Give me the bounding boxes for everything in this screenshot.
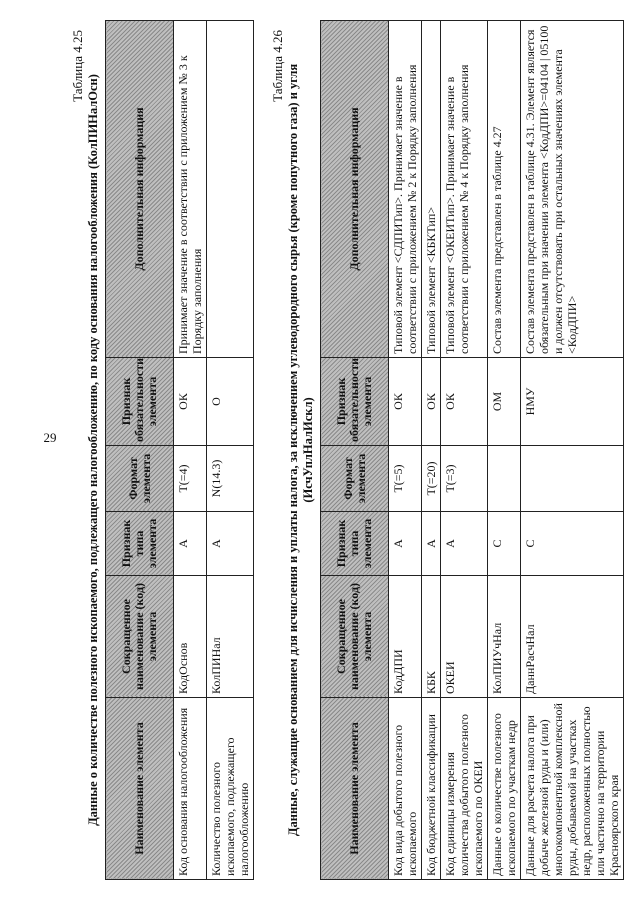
column-header: Признак обязательности элемента: [321, 358, 389, 446]
table-cell: А: [441, 512, 488, 576]
table-cell: T(=5): [389, 446, 422, 512]
table-cell: Типовой элемент <ОКЕИТип>. Принимает значение в соответствии с приложением № 4 к Порядку заполнения: [441, 21, 488, 358]
column-header: Формат элемента: [321, 446, 389, 512]
table-label: Таблица 4.26: [270, 30, 285, 102]
table-header-row: [321, 21, 389, 880]
table-row: [521, 21, 624, 880]
table-cell: А: [389, 512, 422, 576]
table-cell: О: [207, 358, 254, 446]
table-cell: Типовой элемент <СДПИТип>. Принимает значение в соответствии с приложением № 2 к Порядку заполнения: [389, 21, 422, 358]
table-row: [174, 21, 207, 880]
table-4-25: [105, 20, 254, 880]
table-cell: С: [488, 512, 521, 576]
table-cell: ОК: [174, 358, 207, 446]
table-cell: [521, 446, 624, 512]
table-cell: Данные о количестве полезного ископаемого по участкам недр: [488, 698, 521, 880]
table-cell: А: [207, 512, 254, 576]
column-header: Признак типа элемента: [106, 512, 174, 576]
table-cell: Данные для расчета налога при добыче железной руды и (или) многокомпонентной комплексной руды, добываемой на участках недр, расположенных полностью или частично на территории Красноярского края: [521, 698, 624, 880]
table-cell: А: [422, 512, 441, 576]
table-cell: T(=20): [422, 446, 441, 512]
table-row: [389, 21, 422, 880]
column-header: Дополнительная информация: [321, 21, 389, 358]
column-header: Дополнительная информация: [106, 21, 174, 358]
table-cell: НМУ: [521, 358, 624, 446]
table-cell: С: [521, 512, 624, 576]
table-row: [422, 21, 441, 880]
table-cell: КодОснов: [174, 576, 207, 698]
table-cell: T(=4): [174, 446, 207, 512]
table-cell: КБК: [422, 576, 441, 698]
table-row: [207, 21, 254, 880]
table-row: [441, 21, 488, 880]
column-header: Сокращенное наименование (код) элемента: [321, 576, 389, 698]
table-cell: ОМ: [488, 358, 521, 446]
table-cell: А: [174, 512, 207, 576]
column-header: Признак обязательности элемента: [106, 358, 174, 446]
table-cell: Типовой элемент <КБКТип>: [422, 21, 441, 358]
table-cell: Код вида добытого полезного ископаемого: [389, 698, 422, 880]
column-header: Формат элемента: [106, 446, 174, 512]
table-cell: N(14.3): [207, 446, 254, 512]
table-4-26: [320, 20, 624, 880]
table-cell: КодДПИ: [389, 576, 422, 698]
table-4-26-block: [270, 20, 624, 880]
table-4-25-block: [70, 20, 254, 880]
table-cell: Код основания налогообложения: [174, 698, 207, 880]
column-header: Сокращенное наименование (код) элемента: [106, 576, 174, 698]
table-header-row: [106, 21, 174, 880]
table-cell: Принимает значение в соответствии с приложением № 3 к Порядку заполнения: [174, 21, 207, 358]
table-cell: ОКЕИ: [441, 576, 488, 698]
table-cell: [488, 446, 521, 512]
table-cell: ОК: [389, 358, 422, 446]
rotated-content: [70, 20, 630, 880]
table-cell: Код единицы измерения количества добытого полезного ископаемого по ОКЕИ: [441, 698, 488, 880]
page-number: 29: [43, 430, 57, 445]
table-cell: Состав элемента представлен в таблице 4.31. Элемент является обязательным при значении элемента <КодДПИ>=04104 | 05100 и должен отсутствовать при остальных значениях элемента <КодДПИ>: [521, 21, 624, 358]
table-cell: КолПИУчНал: [488, 576, 521, 698]
table-cell: ОК: [422, 358, 441, 446]
table-cell: [207, 21, 254, 358]
column-header: Признак типа элемента: [321, 512, 389, 576]
table-cell: КолПИНал: [207, 576, 254, 698]
column-header: Наименование элемента: [321, 698, 389, 880]
table-cell: ОК: [441, 358, 488, 446]
table-cell: T(=3): [441, 446, 488, 512]
table-cell: Код бюджетной классификации: [422, 698, 441, 880]
table-label: Таблица 4.25: [70, 30, 85, 102]
table-cell: Количество полезного ископаемого, подлежащего налогообложению: [207, 698, 254, 880]
table-cell: ДаннРасчНал: [521, 576, 624, 698]
table-title: Данные о количестве полезного ископаемого, подлежащего налогообложению, по коду основания налогообложения (КолПИНалОсн): [86, 74, 100, 826]
column-header: Наименование элемента: [106, 698, 174, 880]
table-cell: Состав элемента представлен в таблице 4.27: [488, 21, 521, 358]
table-row: [488, 21, 521, 880]
table-title: Данные, служащие основанием для исчисления и уплаты налога, за исключением углеводородного сырья (кроме попутного газа) и угля (ИсчУплНалИскл): [286, 63, 315, 837]
